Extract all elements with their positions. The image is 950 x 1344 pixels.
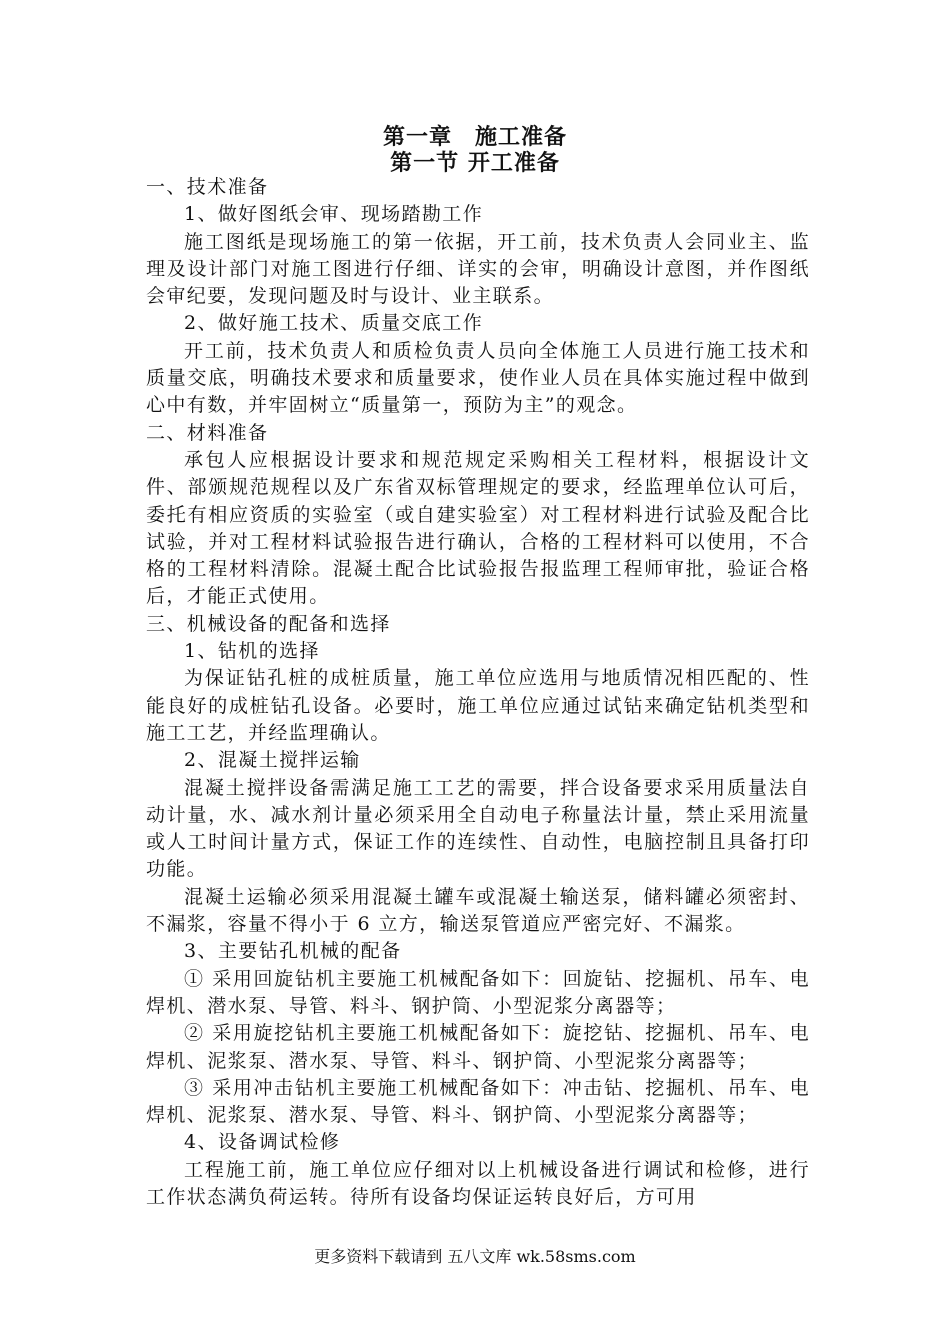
paragraph: 工程施工前，施工单位应仔细对以上机械设备进行调试和检修，进行工作状态满负荷运转。待所有设备均保证运转良好后，方可用 <box>146 1158 810 1208</box>
subheading-concrete-mixing: 2、混凝土搅拌运输 <box>184 749 361 772</box>
list-item: ③ 采用冲击钻机主要施工机械配备如下：冲击钻、挖掘机、吊车、电焊机、泥浆泵、潜水泵、导管、料斗、钢护筒、小型泥浆分离器等； <box>146 1076 810 1127</box>
subheading-drilling-machinery: 3、主要钻孔机械的配备 <box>184 940 402 963</box>
paragraph: 施工图纸是现场施工的第一依据，开工前，技术负责人会同业主、监理及设计部门对施工图进行仔细、详实的会审，明确设计意图，并作图纸会审纪要，发现问题及时与设计、业主联系。 <box>146 230 810 308</box>
document-body <box>146 174 810 1211</box>
paragraph: 为保证钻孔桩的成桩质量，施工单位应选用与地质情况相匹配的、性能良好的成桩钻孔设备。必要时，施工单位应通过试钻来确定钻机类型和施工工艺，并经监理确认。 <box>146 667 810 744</box>
subheading-tech-disclosure: 2、做好施工技术、质量交底工作 <box>184 312 484 335</box>
heading-equipment: 三、机械设备的配备和选择 <box>146 612 391 635</box>
subheading-drawing-review: 1、做好图纸会审、现场踏勘工作 <box>184 203 484 226</box>
heading-technical-prep: 一、技术准备 <box>146 176 269 198</box>
page-footer: 更多资料下载请到 五八文库 wk.58sms.com <box>314 1247 636 1266</box>
list-item: ② 采用旋挖钻机主要施工机械配备如下：旋挖钻、挖掘机、吊车、电焊机、泥浆泵、潜水泵、导管、料斗、钢护筒、小型泥浆分离器等； <box>146 1022 810 1072</box>
paragraph: 混凝土搅拌设备需满足施工工艺的需要，拌合设备要求采用质量法自动计量，水、减水剂计量必须采用全自动电子称量法计量，禁止采用流量或人工时间计量方式，保证工作的连续性、自动性，电脑控制且具备打印功能。 <box>146 776 810 881</box>
list-item: ① 采用回旋钻机主要施工机械配备如下：回旋钻、挖掘机、吊车、电焊机、潜水泵、导管、料斗、钢护筒、小型泥浆分离器等； <box>146 967 810 1017</box>
chapter-title: 第一章 施工准备 <box>382 124 567 150</box>
paragraph: 开工前，技术负责人和质检负责人员向全体施工人员进行施工技术和质量交底，明确技术要求和质量要求，使作业人员在具体实施过程中做到心中有数，并牢固树立“质量第一，预防为主”的观念。 <box>146 339 810 417</box>
heading-material-prep: 二、材料准备 <box>146 421 269 444</box>
subheading-equipment-debug: 4、设备调试检修 <box>184 1131 341 1154</box>
paragraph: 承包人应根据设计要求和规范规定采购相关工程材料，根据设计文件、部颁规范规程以及广东省双标管理规定的要求，经监理单位认可后，委托有相应资质的实验室（或自建实验室）对工程材料进行试验及配合比试验，并对工程材料试验报告进行确认，合格的工程材料可以使用，不合格的工程材料清除。混凝土配合比试验报告报监理工程师审批，验证合格后，才能正式使用。 <box>146 448 810 608</box>
section-title: 第一节 开工准备 <box>390 150 560 176</box>
paragraph: 混凝土运输必须采用混凝土罐车或混凝土输送泵，储料罐必须密封、不漏浆，容量不得小于 6 立方，输送泵管道应严密完好、不漏浆。 <box>146 885 810 936</box>
subheading-drill-selection: 1、钻机的选择 <box>184 640 320 663</box>
